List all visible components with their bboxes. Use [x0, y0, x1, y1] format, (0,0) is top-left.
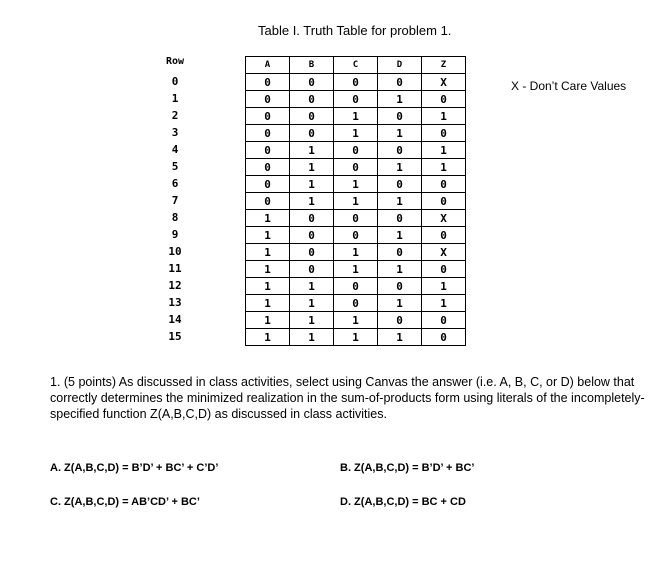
cell-d: 1 [378, 329, 422, 346]
cell-c: 1 [334, 244, 378, 261]
truth-table-header [246, 57, 466, 74]
row-number: 2 [171, 109, 179, 122]
option-d: D. Z(A,B,C,D) = BC + CD [340, 496, 466, 508]
cell-b: 0 [290, 125, 334, 142]
cell-b: 0 [290, 261, 334, 278]
cell-a: 1 [246, 210, 290, 227]
cell-c: 1 [334, 193, 378, 210]
cell-a: 0 [246, 91, 290, 108]
option-c: C. Z(A,B,C,D) = AB’CD’ + BC’ [50, 496, 200, 508]
option-b: B. Z(A,B,C,D) = B’D’ + BC’ [340, 462, 475, 474]
cell-d: 1 [378, 227, 422, 244]
row-number: 3 [171, 126, 179, 139]
cell-z: 1 [422, 142, 466, 159]
cell-c: 0 [334, 295, 378, 312]
cell-d: 1 [378, 295, 422, 312]
cell-c: 0 [334, 142, 378, 159]
row-number: 4 [171, 143, 179, 156]
cell-z: 1 [422, 295, 466, 312]
cell-a: 0 [246, 193, 290, 210]
cell-b: 0 [290, 91, 334, 108]
cell-a: 1 [246, 295, 290, 312]
table-row [246, 329, 466, 346]
col-header-b: B [290, 57, 334, 74]
cell-c: 0 [334, 74, 378, 91]
table-row [246, 159, 466, 176]
cell-a: 1 [246, 227, 290, 244]
table-row [246, 244, 466, 261]
cell-b: 0 [290, 74, 334, 91]
cell-b: 1 [290, 329, 334, 346]
cell-z: X [422, 210, 466, 227]
cell-z: 0 [422, 227, 466, 244]
cell-d: 1 [378, 261, 422, 278]
cell-c: 1 [334, 176, 378, 193]
table-row [246, 312, 466, 329]
cell-b: 1 [290, 142, 334, 159]
table-row [246, 278, 466, 295]
cell-d: 0 [378, 210, 422, 227]
cell-b: 1 [290, 312, 334, 329]
cell-d: 0 [378, 74, 422, 91]
row-number: 11 [168, 262, 182, 275]
row-number: 12 [168, 279, 182, 292]
row-number: 5 [171, 160, 179, 173]
cell-a: 1 [246, 244, 290, 261]
truth-table [245, 56, 466, 346]
cell-c: 0 [334, 159, 378, 176]
cell-z: 0 [422, 312, 466, 329]
table-row [246, 108, 466, 125]
col-header-c: C [334, 57, 378, 74]
cell-z: 0 [422, 125, 466, 142]
row-number: 14 [168, 313, 182, 326]
col-header-z: Z [422, 57, 466, 74]
cell-c: 0 [334, 210, 378, 227]
cell-z: 1 [422, 108, 466, 125]
row-number: 8 [171, 211, 179, 224]
cell-z: 0 [422, 261, 466, 278]
cell-a: 1 [246, 261, 290, 278]
cell-z: 0 [422, 176, 466, 193]
cell-d: 0 [378, 278, 422, 295]
cell-z: 1 [422, 278, 466, 295]
cell-d: 0 [378, 108, 422, 125]
cell-b: 1 [290, 295, 334, 312]
cell-b: 1 [290, 159, 334, 176]
cell-b: 0 [290, 108, 334, 125]
cell-z: X [422, 74, 466, 91]
col-header-a: A [246, 57, 290, 74]
table-row [246, 210, 466, 227]
cell-d: 0 [378, 312, 422, 329]
cell-d: 0 [378, 244, 422, 261]
table-row [246, 176, 466, 193]
table-row [246, 227, 466, 244]
cell-b: 1 [290, 193, 334, 210]
cell-c: 1 [334, 261, 378, 278]
row-number: 7 [171, 194, 179, 207]
cell-z: 0 [422, 329, 466, 346]
table-row [246, 74, 466, 91]
row-number: 9 [171, 228, 179, 241]
table-row [246, 125, 466, 142]
dont-care-note: X - Don’t Care Values [511, 79, 627, 93]
cell-d: 1 [378, 159, 422, 176]
cell-b: 0 [290, 244, 334, 261]
cell-a: 1 [246, 278, 290, 295]
cell-d: 1 [378, 193, 422, 210]
row-number: 6 [171, 177, 179, 190]
cell-c: 1 [334, 329, 378, 346]
table-row [246, 91, 466, 108]
cell-d: 1 [378, 91, 422, 108]
table-row [246, 295, 466, 312]
question-text: 1. (5 points) As discussed in class activities, select using Canvas the answer (i.e. A, B, C, or D) below that correctly determines the minimized realization in the sum-of-products form using literals of the incompletely-specified function Z(A,B,C,D) as discussed in class activities. [50, 375, 645, 421]
row-number: 1 [171, 92, 179, 105]
cell-z: 0 [422, 91, 466, 108]
col-header-d: D [378, 57, 422, 74]
option-a: A. Z(A,B,C,D) = B’D’ + BC’ + C’D’ [50, 462, 219, 474]
cell-a: 0 [246, 108, 290, 125]
row-number: 10 [168, 245, 182, 258]
cell-b: 0 [290, 210, 334, 227]
cell-a: 1 [246, 312, 290, 329]
cell-a: 0 [246, 125, 290, 142]
cell-a: 0 [246, 159, 290, 176]
table-row [246, 142, 466, 159]
cell-d: 0 [378, 142, 422, 159]
cell-c: 0 [334, 91, 378, 108]
row-header: Row [165, 56, 185, 67]
cell-b: 0 [290, 227, 334, 244]
cell-a: 1 [246, 329, 290, 346]
cell-d: 1 [378, 125, 422, 142]
cell-b: 1 [290, 176, 334, 193]
cell-c: 0 [334, 278, 378, 295]
cell-z: 1 [422, 159, 466, 176]
row-number: 0 [171, 75, 179, 88]
table-title: Table I. Truth Table for problem 1. [258, 23, 452, 38]
cell-c: 1 [334, 108, 378, 125]
cell-d: 0 [378, 176, 422, 193]
cell-z: X [422, 244, 466, 261]
cell-a: 0 [246, 176, 290, 193]
table-row [246, 193, 466, 210]
cell-a: 0 [246, 74, 290, 91]
row-number: 15 [168, 330, 182, 343]
table-row [246, 261, 466, 278]
cell-z: 0 [422, 193, 466, 210]
cell-c: 1 [334, 125, 378, 142]
cell-b: 1 [290, 278, 334, 295]
row-number: 13 [168, 296, 182, 309]
cell-c: 0 [334, 227, 378, 244]
cell-c: 1 [334, 312, 378, 329]
cell-a: 0 [246, 142, 290, 159]
